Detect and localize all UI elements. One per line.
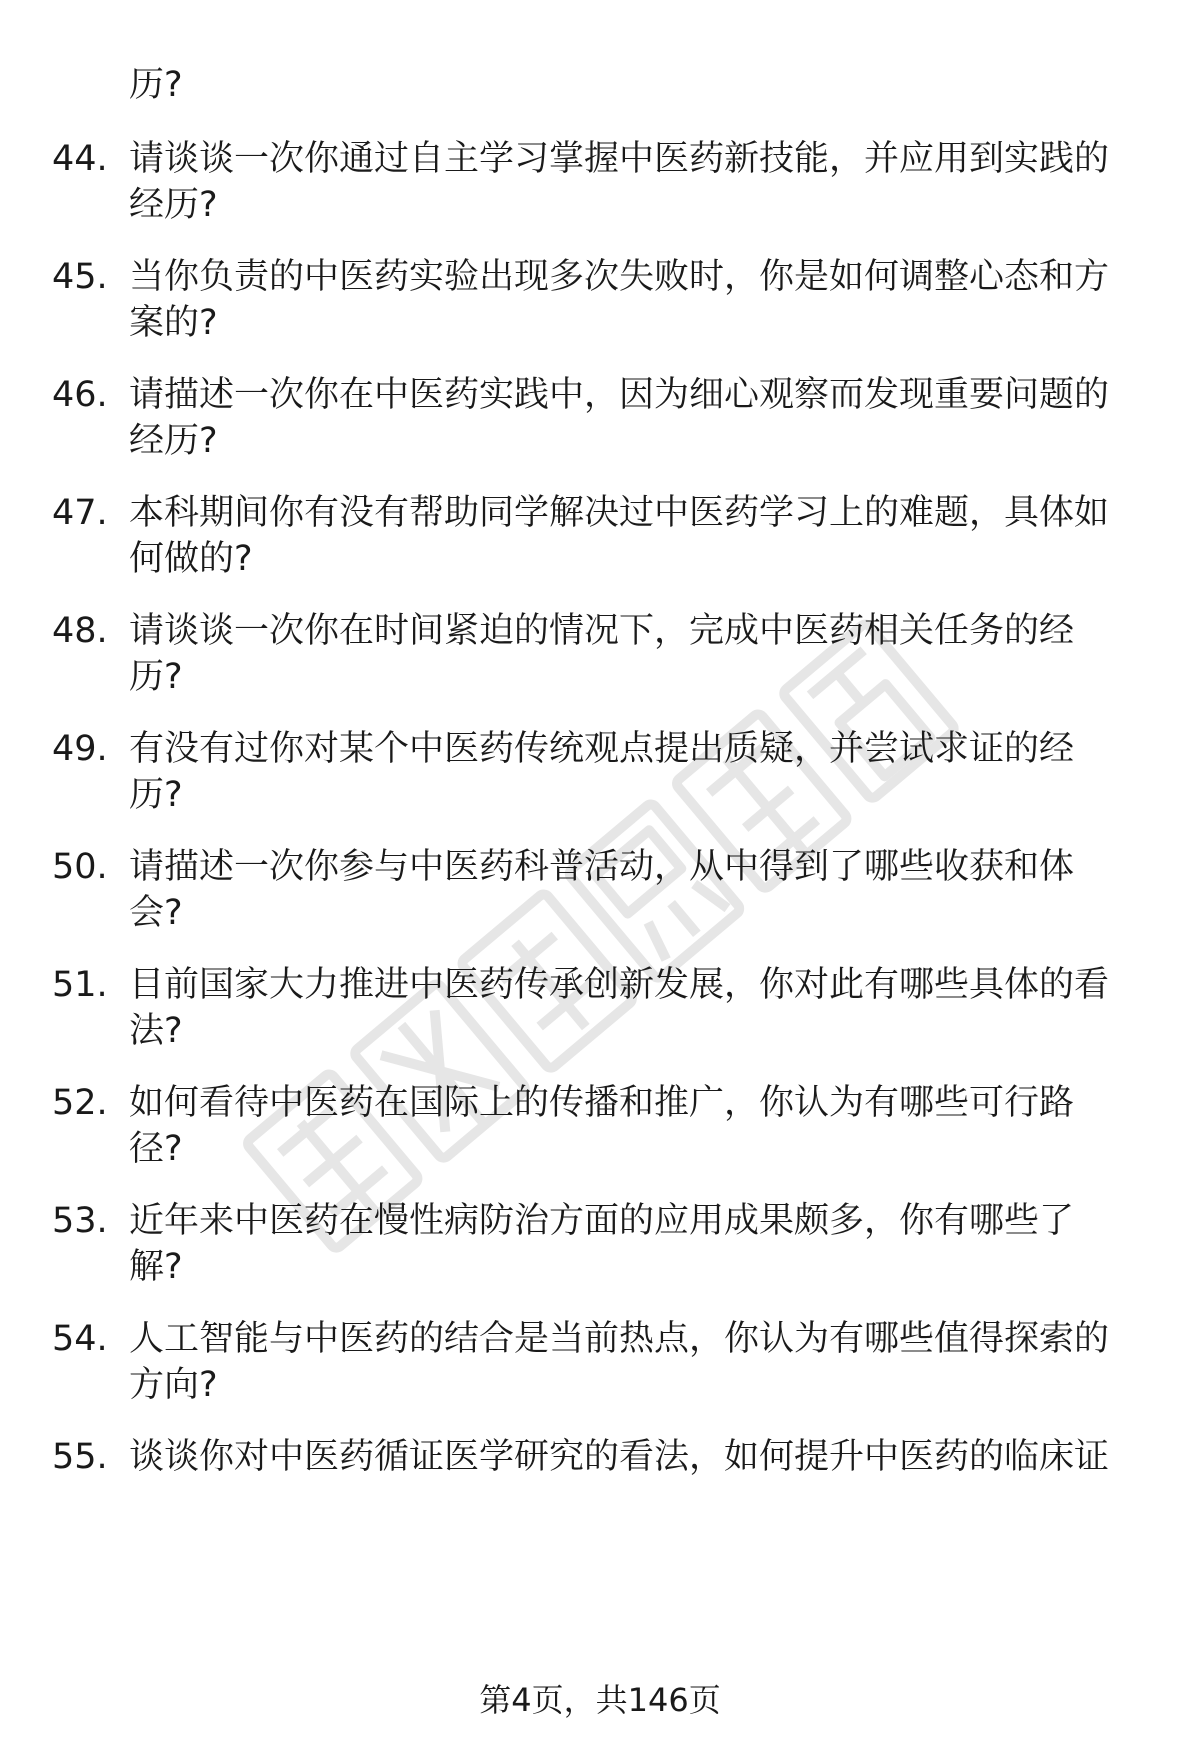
question-line: 请描述一次你在中医药实践中，因为细心观察而发现重要问题的 — [129, 375, 1110, 415]
question-text — [129, 962, 1149, 1054]
question-line: 请谈谈一次你在时间紧迫的情况下，完成中医药相关任务的经 — [129, 611, 1075, 651]
question-text — [129, 1080, 1149, 1172]
question-text — [129, 608, 1149, 700]
question-line: 目前国家大力推进中医药传承创新发展，你对此有哪些具体的看 — [129, 965, 1110, 1005]
page-footer: 第4页，共146页 — [479, 1681, 721, 1719]
question-line: 方向? — [129, 1365, 218, 1405]
question-line: 何做的? — [129, 539, 253, 579]
question-line: 历? — [129, 775, 183, 815]
question-text — [129, 726, 1149, 818]
question-text — [129, 490, 1149, 582]
question-text — [129, 844, 1149, 936]
question-line: 法? — [129, 1011, 183, 1051]
question-number: 53. — [52, 1201, 108, 1241]
question-line: 有没有过你对某个中医药传统观点提出质疑，并尝试求证的经 — [129, 729, 1075, 769]
question-line: 谈谈你对中医药循证医学研究的看法，如何提升中医药的临床证 — [129, 1437, 1110, 1477]
question-number: 52. — [52, 1083, 108, 1123]
continuation-text: 历? — [129, 65, 183, 105]
question-line: 案的? — [129, 303, 218, 343]
question-number: 46. — [52, 375, 108, 415]
question-text — [129, 254, 1149, 346]
question-number: 49. — [52, 729, 108, 769]
question-number: 44. — [52, 139, 108, 179]
question-line: 请描述一次你参与中医药科普活动，从中得到了哪些收获和体 — [129, 847, 1075, 887]
question-number: 51. — [52, 965, 108, 1005]
question-line: 径? — [129, 1129, 183, 1169]
question-line: 请谈谈一次你通过自主学习掌握中医药新技能，并应用到实践的 — [129, 139, 1110, 179]
question-text — [129, 136, 1149, 228]
question-line: 本科期间你有没有帮助同学解决过中医药学习上的难题，具体如 — [129, 493, 1110, 533]
question-number: 48. — [52, 611, 108, 651]
question-line: 经历? — [129, 421, 218, 461]
question-text — [129, 1316, 1149, 1408]
question-line: 近年来中医药在慢性病防治方面的应用成果颇多，你有哪些了 — [129, 1201, 1075, 1241]
question-number: 50. — [52, 847, 108, 887]
question-line: 如何看待中医药在国际上的传播和推广，你认为有哪些可行路 — [129, 1083, 1075, 1123]
question-text — [129, 372, 1149, 464]
question-number: 54. — [52, 1319, 108, 1359]
question-line: 人工智能与中医药的结合是当前热点，你认为有哪些值得探索的 — [129, 1319, 1110, 1359]
question-line: 会? — [129, 893, 183, 933]
question-number: 47. — [52, 493, 108, 533]
question-text — [129, 1198, 1149, 1290]
question-line: 解? — [129, 1247, 183, 1287]
question-line: 经历? — [129, 185, 218, 225]
question-text — [129, 1434, 1149, 1480]
question-number: 55. — [52, 1437, 108, 1477]
question-line: 历? — [129, 657, 183, 697]
question-line: 当你负责的中医药实验出现多次失败时，你是如何调整心态和方 — [129, 257, 1110, 297]
question-number: 45. — [52, 257, 108, 297]
